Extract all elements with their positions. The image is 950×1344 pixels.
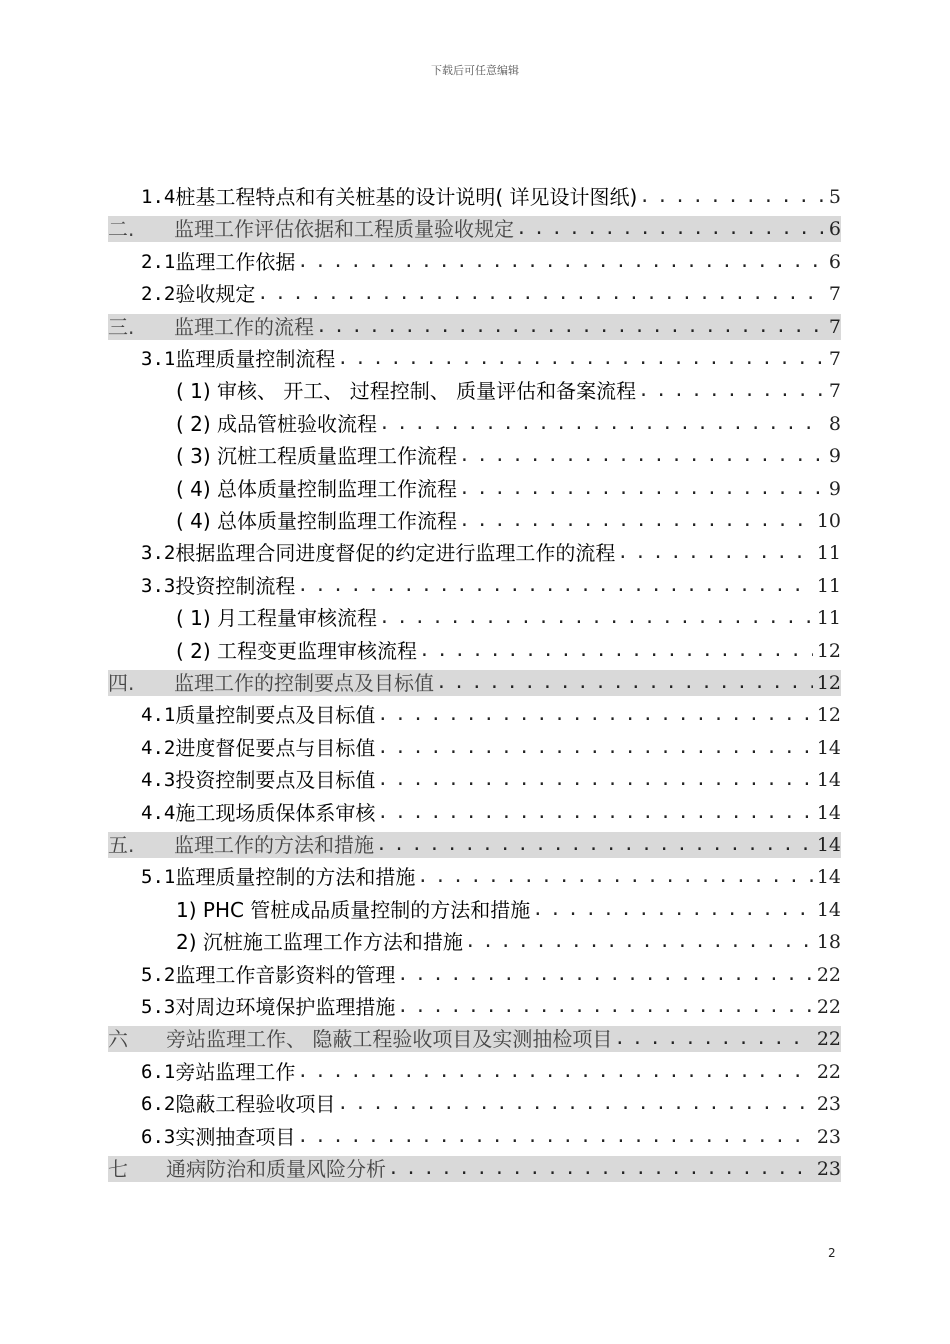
- toc-entry-page: 12: [816, 639, 841, 662]
- toc-entry-title: ( 1) 月工程量审核流程: [176, 606, 378, 631]
- toc-entry-page: 11: [816, 574, 841, 597]
- toc-entry-number: 4.2: [141, 736, 176, 759]
- toc-entry-title: 监理质量控制流程: [175, 347, 336, 371]
- toc-entry-title: 隐蔽工程验收项目: [175, 1092, 336, 1117]
- toc-entry-page: 23: [816, 1158, 841, 1180]
- toc-dot-leader: [465, 929, 813, 955]
- toc-entry[interactable]: [108, 314, 841, 340]
- toc-entry-title: 监理工作的方法和措施: [174, 833, 374, 857]
- toc-dot-leader: [297, 249, 825, 275]
- toc-entry-title: 监理工作的流程: [174, 314, 314, 339]
- toc-dot-leader: [419, 638, 813, 664]
- toc-entry-title: 实测抽查项目: [175, 1124, 296, 1149]
- toc-entry-page: 8: [828, 412, 841, 435]
- toc-entry[interactable]: [176, 605, 841, 631]
- toc-entry-page: 22: [816, 963, 841, 986]
- toc-entry-title: 投资控制流程: [175, 573, 296, 598]
- toc-dot-leader: [638, 378, 825, 404]
- toc-entry-number: 5.1: [141, 866, 176, 889]
- toc-entry-title: 质量控制要点及目标值: [175, 703, 376, 728]
- toc-entry-number: 二.: [108, 217, 135, 242]
- toc-dot-leader: [377, 735, 812, 761]
- toc-entry-page: 7: [828, 315, 841, 338]
- toc-entry[interactable]: [141, 864, 841, 890]
- toc-entry-number: 5.3: [141, 996, 176, 1018]
- toc-dot-leader: [377, 800, 812, 826]
- toc-entry-title: ( 3) 沉桩工程质量监理工作流程: [176, 444, 458, 469]
- toc-entry-number: 2.2: [141, 283, 176, 306]
- toc-entry[interactable]: [176, 508, 841, 534]
- toc-entry-number: 6.1: [141, 1060, 176, 1083]
- toc-entry[interactable]: [141, 735, 841, 761]
- toc-entry-number: 4.4: [141, 801, 176, 824]
- toc-entry-title: ( 4) 总体质量控制监理工作流程: [176, 476, 458, 501]
- toc-entry-page: 7: [828, 348, 841, 370]
- toc-entry[interactable]: [141, 249, 841, 275]
- toc-dot-leader: [459, 443, 825, 469]
- toc-dot-leader: [459, 476, 825, 502]
- toc-entry-title: ( 4) 总体质量控制监理工作流程: [176, 509, 458, 533]
- toc-entry-page: 23: [816, 1125, 841, 1148]
- toc-entry-number: 6.3: [141, 1125, 176, 1148]
- toc-entry-page: 9: [828, 445, 841, 468]
- toc-entry-page: 14: [816, 866, 841, 889]
- toc-entry-number: 5.2: [141, 963, 176, 986]
- toc-entry-page: 22: [816, 996, 841, 1018]
- toc-entry-title: 1) PHC 管桩成品质量控制的方法和措施: [176, 897, 531, 922]
- toc-entry-page: 11: [816, 607, 841, 630]
- toc-entry-page: 12: [816, 672, 841, 694]
- toc-entry-title: ( 2) 工程变更监理审核流程: [176, 638, 418, 663]
- toc-entry-page: 14: [816, 834, 841, 856]
- toc-dot-leader: [337, 1091, 812, 1117]
- toc-dot-leader: [417, 864, 812, 890]
- toc-entry[interactable]: [141, 800, 841, 826]
- toc-entry[interactable]: [141, 1124, 841, 1150]
- toc-entry[interactable]: [141, 1059, 841, 1085]
- toc-entry-title: 监理质量控制的方法和措施: [175, 865, 416, 890]
- toc-dot-leader: [377, 767, 812, 793]
- toc-entry-title: 旁站监理工作: [175, 1059, 296, 1084]
- toc-entry-title: 投资控制要点及目标值: [175, 768, 376, 793]
- toc-dot-leader: [297, 1059, 812, 1085]
- toc-entry-number: 4.1: [141, 704, 176, 727]
- toc-dot-leader: [614, 1026, 812, 1052]
- toc-dot-leader: [376, 832, 813, 858]
- toc-entry[interactable]: [108, 670, 841, 696]
- toc-entry-number: 2.1: [141, 250, 176, 273]
- toc-dot-leader: [397, 962, 812, 988]
- toc-entry-number: 七: [108, 1157, 128, 1181]
- toc-entry[interactable]: [108, 216, 841, 242]
- toc-entry-title: ( 2) 成品管桩验收流程: [176, 411, 378, 436]
- toc-entry[interactable]: [176, 378, 841, 404]
- toc-dot-leader: [337, 346, 825, 372]
- toc-entry-page: 5: [828, 186, 841, 208]
- toc-entry-title: 监理工作依据: [175, 249, 296, 274]
- toc-dot-leader: [397, 994, 812, 1020]
- toc-entry[interactable]: [108, 1026, 841, 1052]
- toc-entry-title: 对周边环境保护监理措施: [175, 995, 396, 1019]
- toc-entry-number: 六: [108, 1027, 128, 1052]
- toc-entry-number: 四.: [108, 671, 135, 695]
- toc-entry-page: 11: [816, 542, 841, 565]
- toc-dot-leader: [639, 184, 825, 210]
- toc-entry-number: 4.3: [141, 769, 176, 792]
- toc-entry[interactable]: [176, 929, 841, 955]
- toc-entry[interactable]: [141, 540, 841, 566]
- toc-entry-title: 监理工作评估依据和工程质量验收规定: [174, 217, 514, 242]
- toc-entry-title: 桩基工程特点和有关桩基的设计说明( 详见设计图纸): [175, 185, 638, 209]
- toc-entry-number: 三.: [108, 314, 135, 339]
- toc-entry-title: 监理工作的控制要点及目标值: [174, 671, 434, 695]
- toc-entry[interactable]: [141, 994, 841, 1020]
- toc-entry-page: 6: [828, 250, 841, 273]
- toc-entry[interactable]: [176, 411, 841, 437]
- toc-dot-leader: [297, 1124, 812, 1150]
- toc-entry-page: 7: [828, 283, 841, 306]
- toc-entry[interactable]: [141, 767, 841, 793]
- toc-entry-page: 18: [816, 931, 841, 954]
- toc-entry[interactable]: [176, 443, 841, 469]
- toc-dot-leader: [379, 605, 813, 631]
- toc-entry-page: 22: [816, 1028, 841, 1051]
- toc-entry-page: 22: [816, 1060, 841, 1083]
- toc-entry[interactable]: [108, 832, 841, 858]
- toc-entry-page: 10: [816, 510, 841, 532]
- toc-dot-leader: [516, 216, 825, 242]
- toc-dot-leader: [379, 411, 825, 437]
- toc-entry-number: 3.3: [141, 574, 176, 597]
- toc-entry-number: 3.1: [141, 348, 176, 370]
- toc-entry[interactable]: [141, 346, 841, 372]
- toc-entry-number: 6.2: [141, 1093, 176, 1116]
- toc-dot-leader: [377, 702, 812, 728]
- toc-entry-page: 14: [816, 801, 841, 824]
- toc-dot-leader: [388, 1156, 813, 1182]
- toc-entry-page: 14: [816, 769, 841, 792]
- toc-entry[interactable]: [108, 1156, 841, 1182]
- toc-entry-page: 14: [816, 736, 841, 759]
- toc-entry-title: 施工现场质保体系审核: [175, 800, 376, 825]
- toc-entry-title: 进度督促要点与目标值: [175, 735, 376, 760]
- toc-entry-title: 根据监理合同进度督促的约定进行监理工作的流程: [175, 541, 616, 566]
- toc-entry-title: 监理工作音影资料的管理: [175, 962, 396, 987]
- toc-dot-leader: [617, 540, 812, 566]
- toc-entry[interactable]: [141, 1091, 841, 1117]
- toc-entry-page: 23: [816, 1093, 841, 1116]
- toc-entry-page: 6: [828, 218, 841, 241]
- toc-entry[interactable]: [141, 184, 841, 210]
- toc-entry-number: 3.2: [141, 542, 176, 565]
- page-header: 下载后可任意编辑: [431, 64, 519, 77]
- toc-dot-leader: [459, 508, 813, 534]
- toc-entry-title: 2) 沉桩施工监理工作方法和措施: [176, 930, 463, 955]
- toc-entry-title: 通病防治和质量风险分析: [166, 1157, 386, 1181]
- toc-entry-page: 12: [816, 704, 841, 727]
- toc-entry-number: 1.4: [141, 186, 176, 208]
- toc-entry-page: 7: [828, 380, 841, 403]
- page-number: 2: [828, 1246, 836, 1260]
- toc-entry-title: ( 1) 审核、 开工、 过程控制、 质量评估和备案流程: [176, 379, 637, 404]
- toc-entry[interactable]: [141, 281, 841, 307]
- toc-dot-leader: [297, 573, 812, 599]
- toc-entry-page: 14: [816, 898, 841, 921]
- toc-entry[interactable]: [141, 702, 841, 728]
- toc-dot-leader: [257, 281, 825, 307]
- toc-entry-title: 验收规定: [175, 282, 256, 307]
- toc-entry-number: 五.: [108, 833, 135, 857]
- toc-dot-leader: [532, 897, 813, 923]
- toc-dot-leader: [436, 670, 813, 696]
- toc-entry-title: 旁站监理工作、 隐蔽工程验收项目及实测抽检项目: [166, 1027, 613, 1052]
- toc-entry[interactable]: [176, 638, 841, 664]
- toc-entry[interactable]: [141, 573, 841, 599]
- toc-entry[interactable]: [141, 962, 841, 988]
- toc-dot-leader: [316, 314, 825, 340]
- toc-entry-page: 9: [828, 477, 841, 500]
- toc-entry[interactable]: [176, 476, 841, 502]
- toc-entry[interactable]: [176, 897, 841, 923]
